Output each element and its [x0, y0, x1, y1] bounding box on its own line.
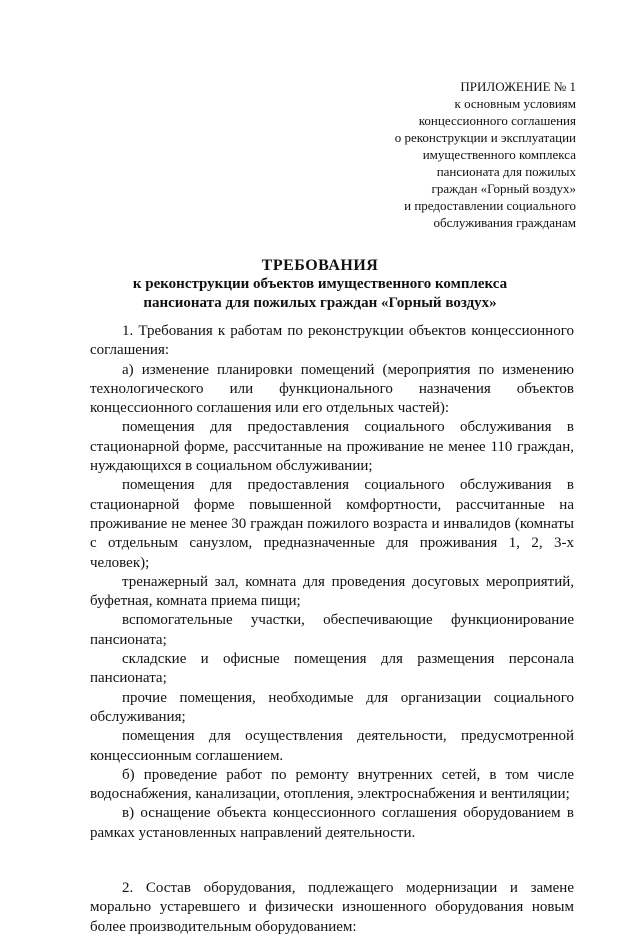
body-paragraph: тренажерный зал, комната для проведения досуговых мероприятий, буфетная, комната приема пищи;: [90, 573, 574, 610]
section-2-paragraph: 2. Состав оборудования, подлежащего модернизации и замене морально устаревшего и физически изношенного оборудования новым более производительным оборудованием:: [90, 880, 574, 935]
body-paragraph: помещения для осуществления деятельности, предусмотренной концессионным соглашением.: [90, 728, 574, 764]
appendix-line: ПРИЛОЖЕНИЕ № 1: [460, 79, 576, 94]
body-paragraph: б) проведение работ по ремонту внутренних сетей, в том числе водоснабжения, канализации, отопления, электроснабжения и вентиляции;: [90, 766, 574, 803]
body-paragraph: а) изменение планировки помещений (мероприятия по изменению технологического или функционального назначения объектов концессионного соглашения или его отдельных частей):: [90, 361, 574, 417]
appendix-line: граждан «Горный воздух»: [431, 181, 576, 196]
heading-title: ТРЕБОВАНИЯ: [261, 257, 379, 274]
body-paragraph: помещения для предоставления социального обслуживания в стационарной форме, рассчитанные на проживание не менее 110 граждан, нуждающихся в социальном обслуживании;: [90, 419, 574, 475]
appendix-line: обслуживания гражданам: [433, 215, 576, 230]
body-paragraph: вспомогательные участки, обеспечивающие функционирование пансионата;: [90, 612, 574, 648]
appendix-line: о реконструкции и эксплуатации: [394, 130, 576, 145]
appendix-line: к основным условиям: [454, 96, 576, 111]
appendix-line: имущественного комплекса: [422, 147, 576, 162]
body-paragraph: складские и офисные помещения для размещения персонала пансионата;: [90, 651, 574, 687]
section-spacer: [90, 843, 574, 879]
document-body: [90, 322, 574, 937]
body-paragraph: помещения для предоставления социального обслуживания в стационарной форме повышенной комфортности, рассчитанные на проживание не менее 30 граждан пожилого возраста и инвалидов (комнаты с отдельным санузлом, предназначенные для проживания 1, 2, 3-х человек);: [90, 477, 574, 571]
appendix-block: [276, 78, 576, 231]
body-paragraph: 1. Требования к работам по реконструкции объектов концессионного соглашения:: [90, 323, 574, 359]
heading-subtitle-line: к реконструкции объектов имущественного комплекса: [132, 276, 508, 292]
document-heading: [0, 256, 640, 313]
appendix-line: и предоставлении социального: [404, 198, 576, 213]
appendix-line: пансионата для пожилых: [436, 164, 576, 179]
heading-subtitle-line: пансионата для пожилых граждан «Горный воздух»: [143, 295, 497, 311]
body-paragraph: в) оснащение объекта концессионного соглашения оборудованием в рамках установленных направлений деятельности.: [90, 805, 574, 841]
body-paragraph: прочие помещения, необходимые для организации социального обслуживания;: [90, 689, 574, 725]
appendix-line: концессионного соглашения: [418, 113, 576, 128]
